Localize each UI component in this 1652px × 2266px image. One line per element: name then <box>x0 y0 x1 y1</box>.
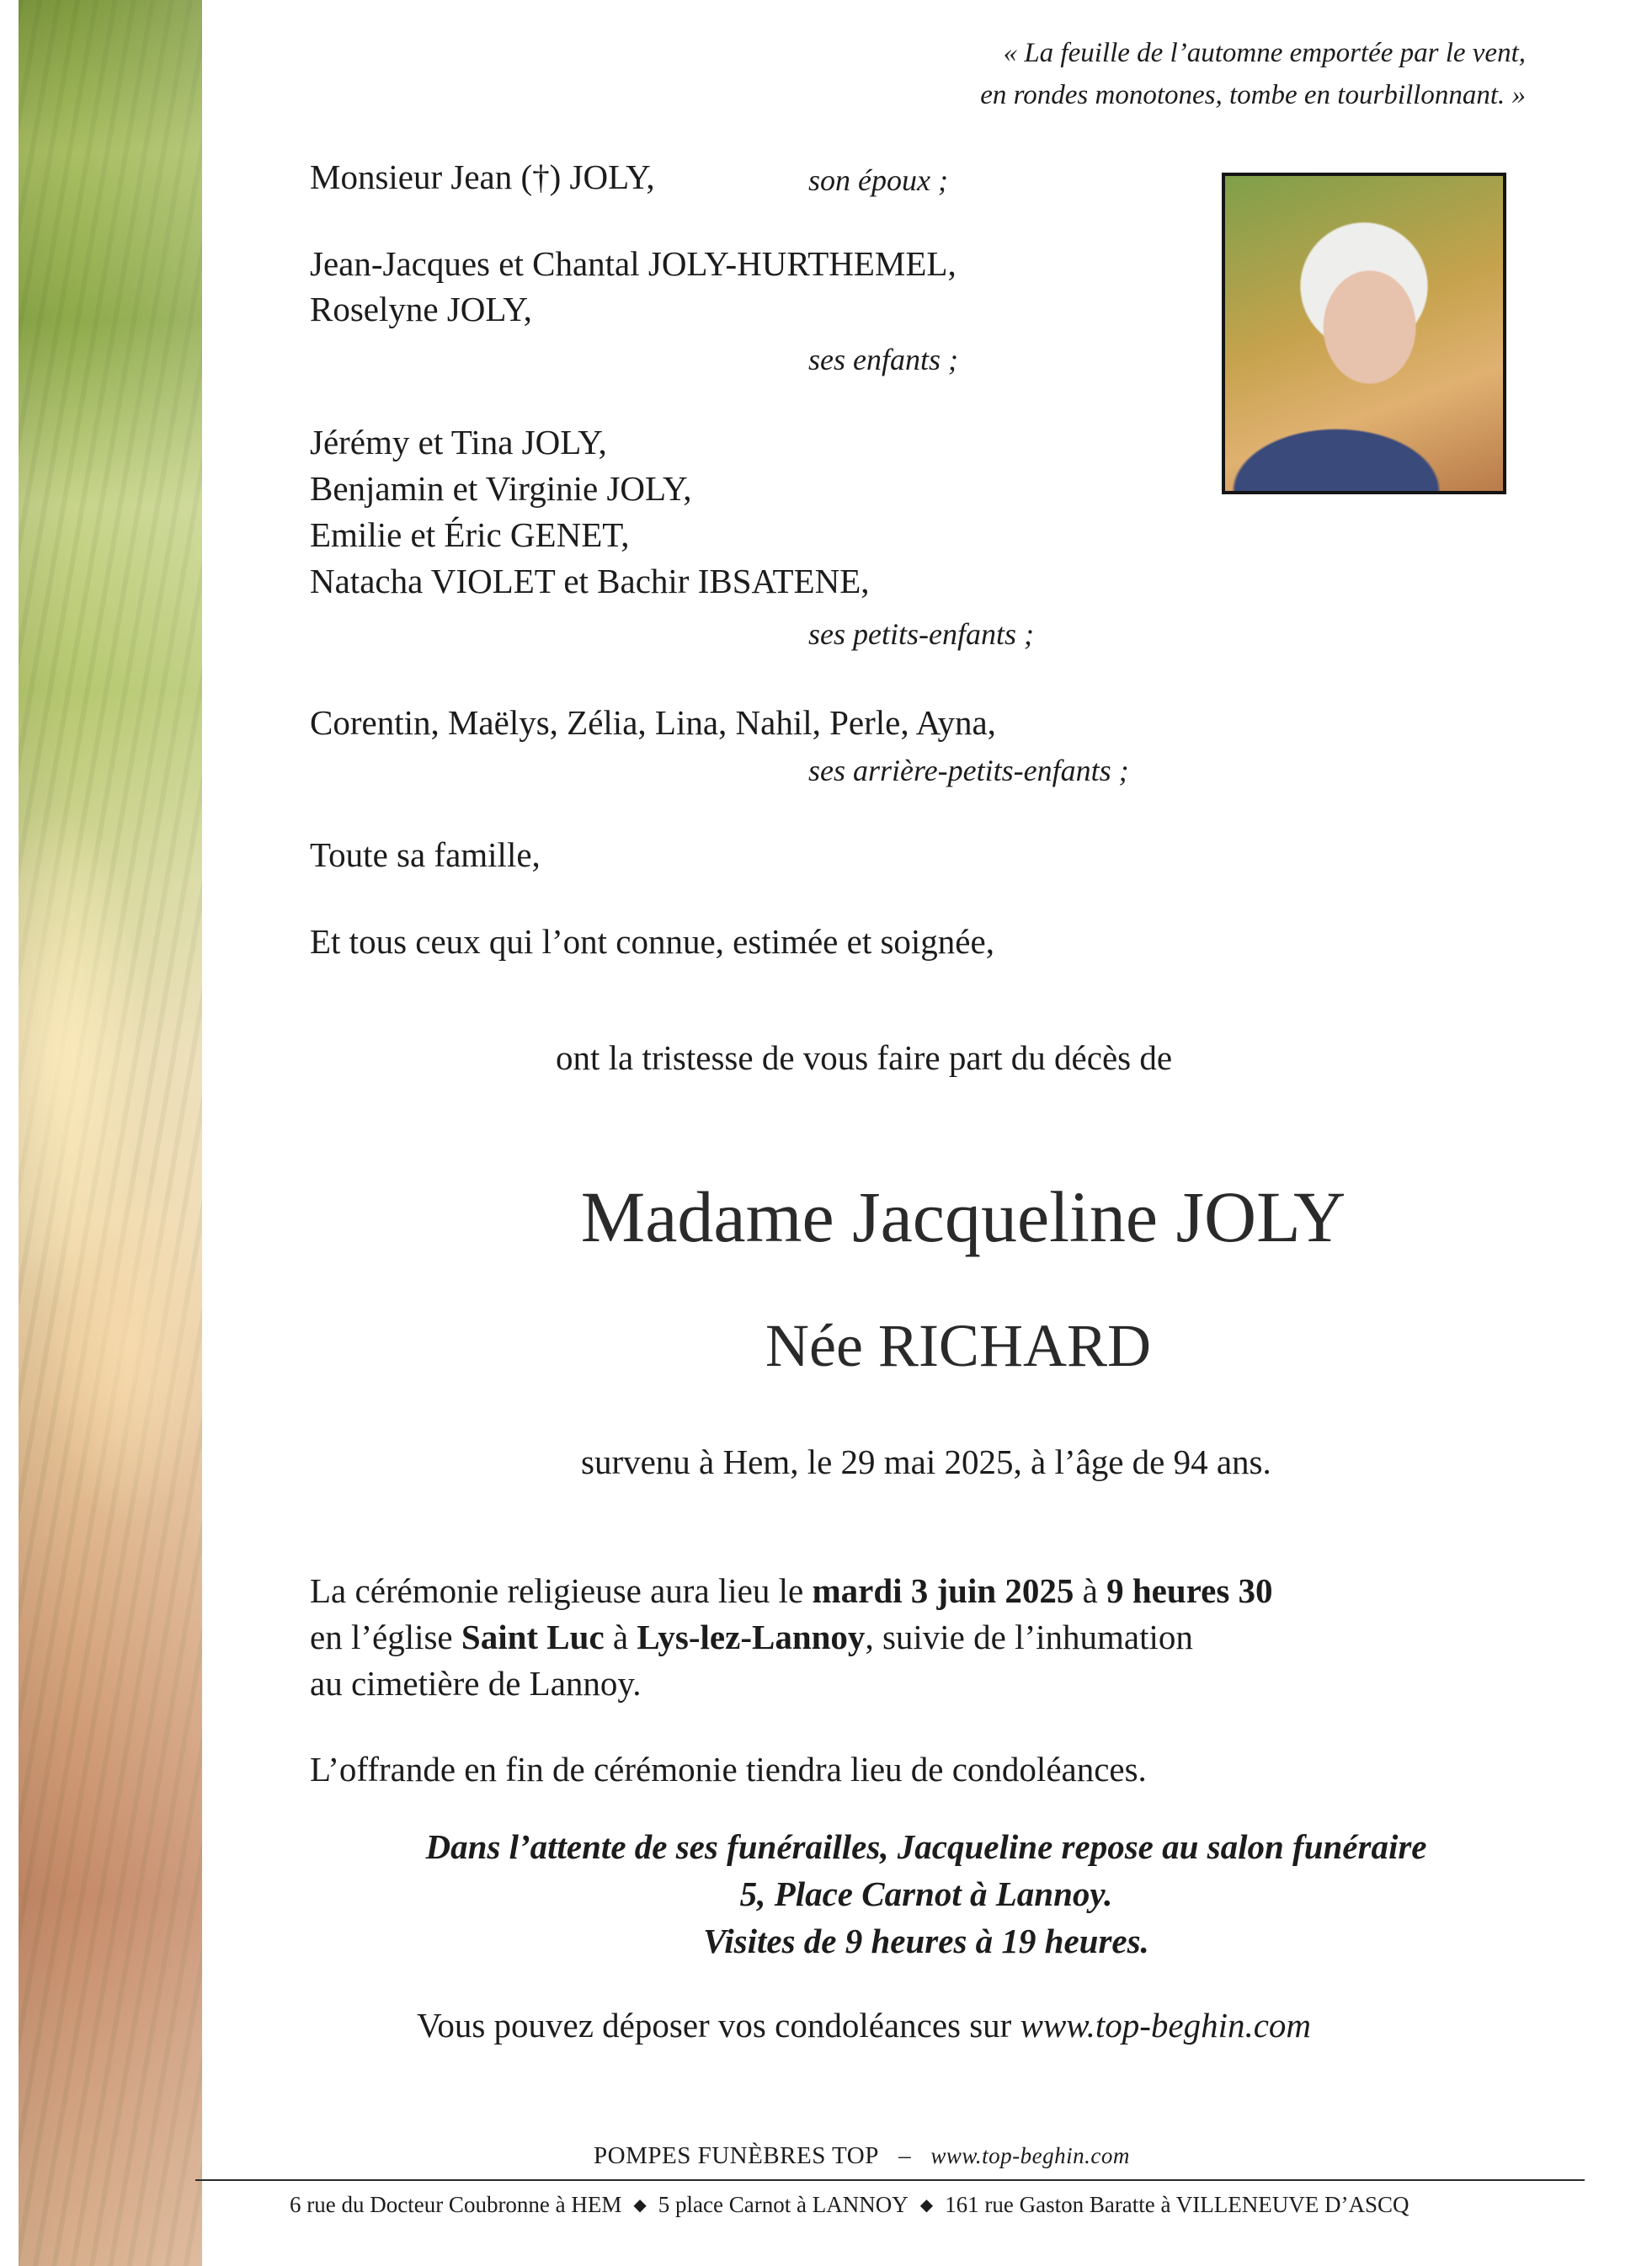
ceremony-text: à <box>604 1618 637 1656</box>
ceremony-text: , suivie de l’inhumation <box>865 1618 1193 1656</box>
portrait-photo <box>1222 173 1506 494</box>
great-grandchildren-relation: ses arrière-petits-enfants ; <box>808 754 1129 787</box>
ceremony-details <box>310 1568 1273 1707</box>
funeral-home-name: POMPES FUNÈBRES TOP <box>594 2142 879 2169</box>
diamond-separator-icon: ◆ <box>633 2196 647 2215</box>
footer-divider <box>195 2179 1585 2181</box>
visiting-line: 5, Place Carnot à Lannoy. <box>739 1874 1113 1913</box>
grandchild-name: Emilie et Éric GENET, <box>310 515 630 554</box>
grandchild-name: Natacha VIOLET et Bachir IBSATENE, <box>310 562 870 600</box>
offering-note: L’offrande en fin de cérémonie tiendra lieu de condoléances. <box>310 1750 1147 1789</box>
child-name: Jean-Jacques et Chantal JOLY-HURTHEMEL, <box>310 244 957 283</box>
funeral-home-website[interactable]: www.top-beghin.com <box>930 2143 1130 2168</box>
visiting-details <box>303 1823 1549 1965</box>
ceremony-line-3: au cimetière de Lannoy. <box>310 1664 642 1703</box>
ceremony-text: La cérémonie religieuse aura lieu le <box>310 1571 813 1610</box>
address-villeneuve: 161 rue Gaston Baratte à VILLENEUVE D’ASCQ <box>945 2192 1410 2217</box>
visiting-line: Visites de 9 heures à 19 heures. <box>703 1922 1149 1960</box>
epigraph-line: en rondes monotones, tombe en tourbillonnant. » <box>980 80 1526 110</box>
grandchildren-relation: ses petits-enfants ; <box>808 617 1034 651</box>
ceremony-time: 9 heures 30 <box>1106 1571 1273 1610</box>
condolences-line <box>417 2004 1311 2046</box>
deceased-name-text: Madame Jacqueline JOLY <box>580 1176 1346 1257</box>
great-grandchildren-names: Corentin, Maëlys, Zélia, Lina, Nahil, Perle, Ayna, <box>310 703 996 742</box>
epigraph-line: « La feuille de l’automne emportée par le vent, <box>1003 38 1526 68</box>
address-hem: 6 rue du Docteur Coubronne à HEM <box>290 2192 622 2217</box>
birth-name <box>202 1308 1652 1384</box>
ceremony-text: à <box>1074 1571 1107 1610</box>
address-lannoy: 5 place Carnot à LANNOY <box>658 2192 909 2217</box>
death-details: survenu à Hem, le 29 mai 2025, à l’âge de 94 ans. <box>581 1442 1271 1481</box>
condolences-link[interactable]: www.top-beghin.com <box>1020 2006 1312 2045</box>
epigraph-quote <box>768 32 1526 116</box>
ceremony-line-2 <box>310 1614 1273 1661</box>
funeral-home-header <box>594 2139 1130 2173</box>
condolences-text: Vous pouvez déposer vos condoléances sur <box>417 2006 1021 2045</box>
announcement-line: ont la tristesse de vous faire part du décès de <box>556 1038 1173 1077</box>
ceremony-date: mardi 3 juin 2025 <box>812 1571 1074 1610</box>
deceased-name <box>202 1175 1652 1259</box>
visiting-line: Dans l’attente de ses funérailles, Jacqueline repose au salon funéraire <box>425 1827 1427 1866</box>
spouse-name: Monsieur Jean (†) JOLY, <box>310 157 655 196</box>
children-relation: ses enfants ; <box>808 343 958 376</box>
funeral-home-addresses <box>290 2188 1410 2222</box>
diamond-separator-icon: ◆ <box>919 2196 934 2215</box>
ceremony-text: en l’église <box>310 1618 461 1656</box>
whole-family-line: Toute sa famille, <box>310 835 541 874</box>
ceremony-church: Saint Luc <box>461 1618 605 1656</box>
grandchild-name: Jérémy et Tina JOLY, <box>310 423 607 461</box>
footer-dash: – <box>898 2142 912 2169</box>
grandchild-name: Benjamin et Virginie JOLY, <box>310 469 692 508</box>
birth-name-text: Née RICHARD <box>765 1312 1151 1379</box>
ceremony-line-1 <box>310 1568 1273 1614</box>
ceremony-town: Lys-lez-Lannoy <box>637 1618 866 1656</box>
others-line: Et tous ceux qui l’ont connue, estimée et soignée, <box>310 922 994 961</box>
spouse-relation: son époux ; <box>808 163 948 197</box>
child-name: Roselyne JOLY, <box>310 290 532 328</box>
forest-path-decorative-image <box>19 0 202 2266</box>
